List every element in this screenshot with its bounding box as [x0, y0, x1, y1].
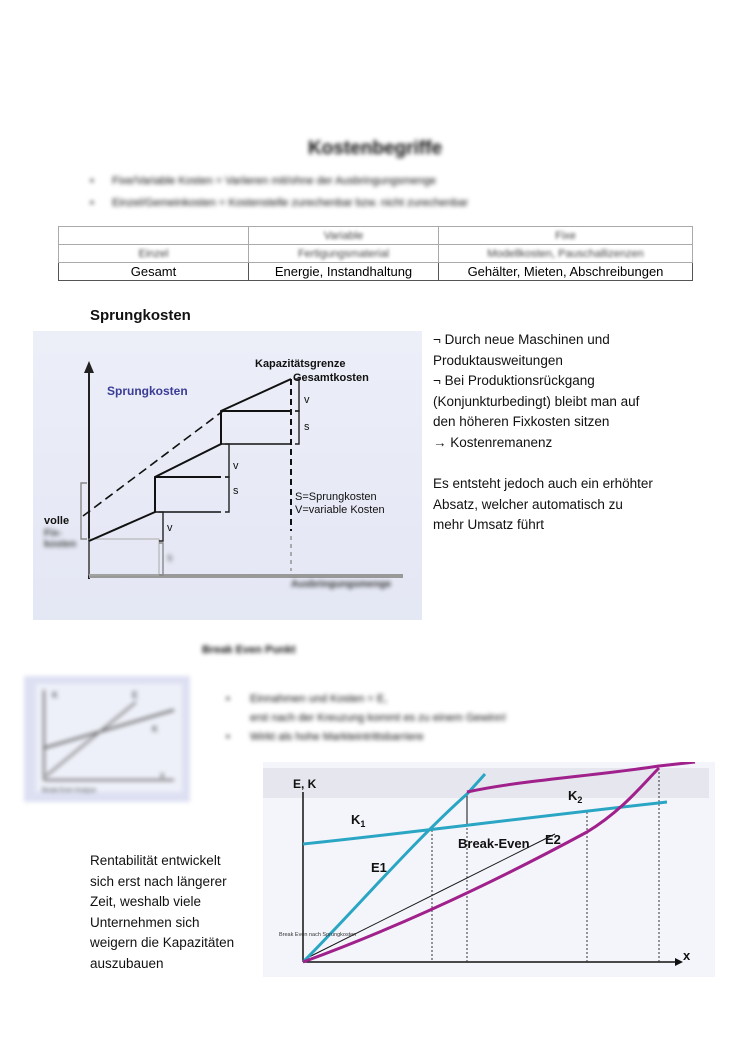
break-even-bullets: [226, 690, 506, 747]
table-cell: Energie, Instandhaltung: [249, 263, 439, 281]
note-line: → Kostenremanenz: [433, 434, 553, 450]
text-line: auszubauen: [90, 955, 164, 971]
label-x: x: [160, 770, 165, 780]
table-row: [59, 263, 693, 281]
intro-bullets: [90, 170, 468, 214]
label-break-even: Break-Even: [458, 836, 530, 851]
label-volle-fixkosten: volle: [44, 515, 70, 527]
label-k1: $K_1$: [351, 812, 366, 829]
section-heading-break-even: Break Even Punkt: [202, 644, 296, 656]
note-line: Es entsteht jedoch auch ein erhöhter: [433, 476, 653, 492]
bullet-item: • Fixe/Variable Kosten = Variieren mit/ohne der Ausbringungsmenge: [90, 170, 468, 192]
label-v: v: [233, 460, 239, 472]
table-cell: Einzel: [59, 245, 249, 263]
label-e1: E1: [371, 860, 387, 875]
page-title: Kostenbegriffe: [307, 138, 443, 159]
rentabilitaet-text: [90, 851, 234, 975]
chart-caption: Break-Even Analyse: [42, 788, 97, 794]
text-line: sich erst nach längerer: [90, 873, 227, 889]
diagram-title: Sprungkosten: [107, 384, 188, 398]
text-line: weigern die Kapazitäten: [90, 935, 235, 951]
legend-sprungkosten: S=Sprungkosten: [295, 491, 377, 503]
text-line: Zeit, weshalb viele: [90, 894, 202, 910]
label-s: s: [304, 421, 310, 433]
label-volle-fixkosten: kosten: [44, 539, 77, 550]
note-line: den höheren Fixkosten sitzen: [433, 414, 610, 430]
table-header-row: [59, 227, 693, 245]
label-v: v: [167, 522, 173, 534]
table-cell: [59, 227, 249, 245]
label-gesamtkosten: Gesamtkosten: [293, 372, 369, 384]
bullet-item: erst nach der Kreuzung kommt es zu einem Gewinn!: [250, 712, 507, 724]
chart-top-band: [263, 768, 709, 798]
bullet-item: • Einzel/Gemeinkosten = Kostenstelle zurechenbar bzw. nicht zurechenbar: [90, 192, 468, 214]
legend-variable-kosten: V=variable Kosten: [295, 504, 385, 516]
note-line: mehr Umsatz führt: [433, 517, 545, 533]
note-line: ¬ Durch neue Maschinen und: [433, 332, 610, 347]
section-heading-sprungkosten: Sprungkosten: [90, 307, 191, 324]
sprungkosten-diagram: [33, 331, 422, 620]
label-s: s: [167, 552, 173, 564]
table-cell: Fertigungsmaterial: [249, 245, 439, 263]
table-cell: Gehälter, Mieten, Abschreibungen: [439, 263, 693, 281]
label-k2: $K_2$: [568, 788, 583, 805]
label-e: E: [132, 690, 139, 700]
x-axis-label: x: [683, 948, 691, 963]
note-line: Produktausweitungen: [433, 352, 563, 368]
note-line: [433, 454, 653, 475]
label-k: K: [52, 690, 59, 700]
bullet-item: • Wirkt als hohe Markteintrittsbarriere: [226, 731, 424, 743]
table-cell: Gesamt: [59, 263, 249, 281]
chart-note: Break Even nach Sprungkosten: [279, 932, 357, 938]
label-s: s: [233, 485, 239, 497]
table-cell: Modellkosten, Pauschallizenzen: [439, 245, 693, 263]
table-cell: Variable: [249, 227, 439, 245]
small-break-even-chart: [24, 676, 190, 802]
label-volle-fixkosten: Fix-: [44, 528, 62, 539]
label-e2: E2: [545, 832, 561, 847]
x-axis-label: Ausbringungsmenge: [291, 579, 392, 590]
text-line: Unternehmen sich: [90, 914, 200, 930]
text-line: Rentabilität entwickelt: [90, 853, 221, 868]
cost-table: [58, 226, 693, 281]
sprungkosten-notes: [433, 330, 653, 536]
note-line: (Konjunkturbedingt) bleibt man auf: [433, 393, 640, 409]
table-row: [59, 245, 693, 263]
note-line: Absatz, welcher automatisch zu: [433, 496, 623, 512]
table-cell: Fixe: [439, 227, 693, 245]
bullet-item: • Einnahmen und Kosten = E,: [226, 693, 388, 705]
label-kapazitaetsgrenze: Kapazitätsgrenze: [255, 358, 346, 370]
label-v: v: [304, 394, 310, 406]
label-k: K: [152, 724, 159, 734]
break-even-chart: [263, 762, 715, 977]
note-line: ¬ Bei Produktionsrückgang: [433, 373, 595, 389]
y-axis-label: E, K: [293, 777, 317, 791]
